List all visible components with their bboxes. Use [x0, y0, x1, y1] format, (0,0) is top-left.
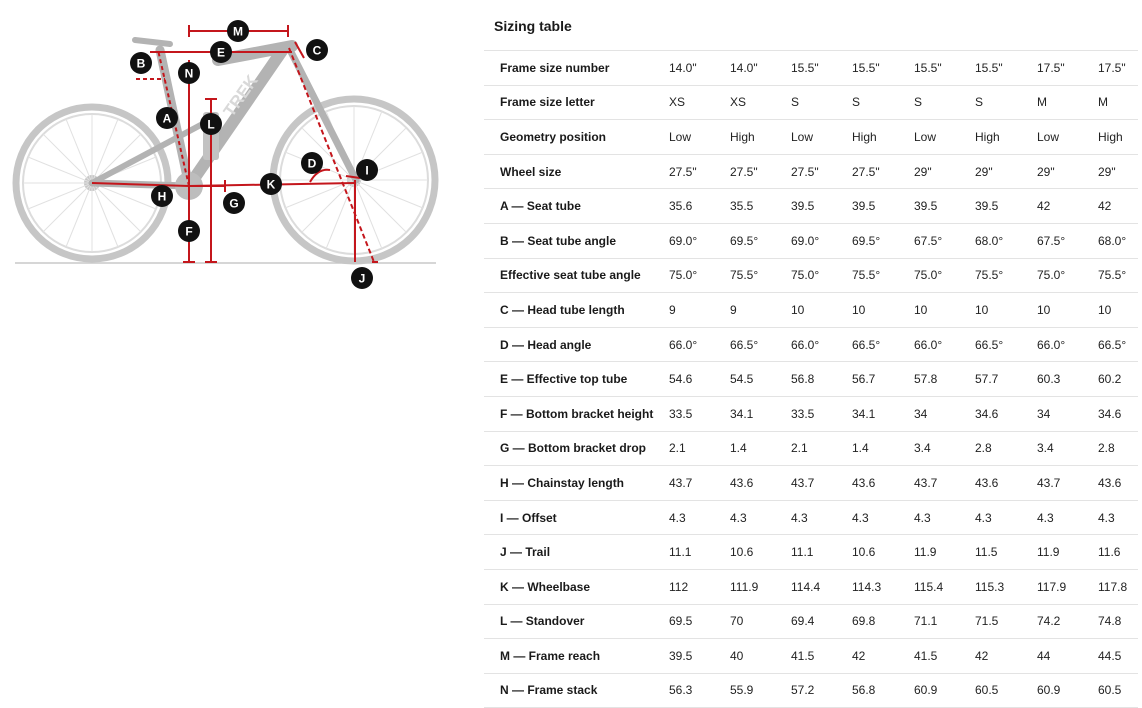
row-label: C — Head tube length — [484, 293, 664, 328]
marker-n — [178, 62, 200, 84]
marker-d — [301, 152, 323, 174]
table-cell: 11.9 — [909, 535, 970, 570]
table-cell: 43.6 — [725, 466, 786, 501]
table-cell: 71.5 — [970, 604, 1032, 639]
table-cell: 75.0° — [786, 258, 847, 293]
table-cell: 112 — [664, 569, 725, 604]
table-cell: 42 — [1093, 189, 1138, 224]
table-row — [484, 396, 1138, 431]
marker-g — [223, 192, 245, 214]
table-cell: 70 — [725, 604, 786, 639]
table-cell: 10 — [1093, 293, 1138, 328]
table-cell: 4.3 — [970, 500, 1032, 535]
table-cell: 11.9 — [1032, 535, 1093, 570]
table-cell: 74.2 — [1032, 604, 1093, 639]
table-row — [484, 154, 1138, 189]
table-cell: 41.5 — [909, 639, 970, 674]
table-cell: 117.9 — [1032, 569, 1093, 604]
table-cell: 14.0" — [725, 51, 786, 86]
table-row — [484, 362, 1138, 397]
table-cell: 15.5" — [847, 51, 909, 86]
table-cell: 74.8 — [1093, 604, 1138, 639]
row-label: L — Standover — [484, 604, 664, 639]
table-cell: Low — [786, 120, 847, 155]
table-cell: 10.6 — [725, 535, 786, 570]
table-row — [484, 120, 1138, 155]
table-cell: S — [909, 85, 970, 120]
table-cell: 29" — [909, 154, 970, 189]
table-cell: 60.2 — [1093, 362, 1138, 397]
table-cell: S — [847, 85, 909, 120]
table-cell: 75.5° — [970, 258, 1032, 293]
svg-text:C: C — [312, 43, 322, 58]
table-cell: 75.5° — [847, 258, 909, 293]
table-cell: 34 — [1032, 396, 1093, 431]
table-cell: 34.1 — [725, 396, 786, 431]
table-row — [484, 258, 1138, 293]
row-label: F — Bottom bracket height — [484, 396, 664, 431]
table-cell: 2.1 — [664, 431, 725, 466]
row-label: H — Chainstay length — [484, 466, 664, 501]
table-cell: 10 — [970, 293, 1032, 328]
svg-text:G: G — [229, 196, 239, 211]
svg-text:H: H — [157, 189, 167, 204]
table-cell: 115.4 — [909, 569, 970, 604]
table-cell: 3.4 — [1032, 431, 1093, 466]
table-cell: 2.8 — [1093, 431, 1138, 466]
table-cell: 66.0° — [664, 327, 725, 362]
table-cell: 75.0° — [664, 258, 725, 293]
table-cell: 39.5 — [970, 189, 1032, 224]
table-cell: M — [1093, 85, 1138, 120]
table-cell: 1.4 — [725, 431, 786, 466]
table-cell: 69.5° — [847, 223, 909, 258]
table-cell: 14.0" — [664, 51, 725, 86]
table-row — [484, 327, 1138, 362]
table-cell: 114.3 — [847, 569, 909, 604]
table-cell: 4.3 — [909, 500, 970, 535]
table-cell: 34.6 — [970, 396, 1032, 431]
bike-geometry-diagram — [0, 0, 450, 300]
table-cell: 33.5 — [786, 396, 847, 431]
table-cell: 68.0° — [970, 223, 1032, 258]
table-cell: 42 — [970, 639, 1032, 674]
table-cell: 55.9 — [725, 673, 786, 708]
row-label: J — Trail — [484, 535, 664, 570]
table-row — [484, 535, 1138, 570]
table-cell: 9 — [664, 293, 725, 328]
svg-text:B: B — [136, 56, 146, 71]
table-cell: 75.0° — [1032, 258, 1093, 293]
frame-brand-text: TREK — [219, 71, 262, 121]
table-cell: 40 — [725, 639, 786, 674]
table-cell: 29" — [970, 154, 1032, 189]
table-cell: 3.4 — [909, 431, 970, 466]
marker-e — [210, 41, 232, 63]
geometry-table — [484, 50, 1138, 708]
table-cell: 69.0° — [786, 223, 847, 258]
table-cell: 10.6 — [847, 535, 909, 570]
row-label: G — Bottom bracket drop — [484, 431, 664, 466]
table-cell: 69.0° — [664, 223, 725, 258]
table-cell: 4.3 — [786, 500, 847, 535]
marker-i — [356, 159, 378, 181]
table-cell: 44.5 — [1093, 639, 1138, 674]
row-label: D — Head angle — [484, 327, 664, 362]
table-cell: 60.5 — [1093, 673, 1138, 708]
table-cell: 67.5° — [1032, 223, 1093, 258]
row-label: K — Wheelbase — [484, 569, 664, 604]
svg-text:A: A — [162, 111, 172, 126]
table-cell: High — [725, 120, 786, 155]
table-cell: 117.8 — [1093, 569, 1138, 604]
table-cell: 27.5" — [725, 154, 786, 189]
table-cell: 4.3 — [725, 500, 786, 535]
table-cell: 56.8 — [786, 362, 847, 397]
svg-text:E: E — [216, 45, 226, 60]
table-cell: 10 — [909, 293, 970, 328]
table-cell: 75.5° — [1093, 258, 1138, 293]
table-cell: 75.0° — [909, 258, 970, 293]
table-cell: 66.0° — [1032, 327, 1093, 362]
table-cell: 39.5 — [664, 639, 725, 674]
table-cell: 39.5 — [909, 189, 970, 224]
table-cell: 29" — [1032, 154, 1093, 189]
table-cell: 10 — [786, 293, 847, 328]
table-cell: 115.3 — [970, 569, 1032, 604]
table-cell: 43.7 — [909, 466, 970, 501]
table-cell: 114.4 — [786, 569, 847, 604]
table-cell: 27.5" — [664, 154, 725, 189]
table-row — [484, 223, 1138, 258]
table-cell: 4.3 — [664, 500, 725, 535]
table-cell: 34 — [909, 396, 970, 431]
table-cell: 60.9 — [1032, 673, 1093, 708]
table-cell: 57.8 — [909, 362, 970, 397]
table-cell: 43.7 — [664, 466, 725, 501]
marker-h — [151, 185, 173, 207]
row-label: Geometry position — [484, 120, 664, 155]
table-cell: 43.7 — [1032, 466, 1093, 501]
table-cell: 66.5° — [725, 327, 786, 362]
table-cell: 2.1 — [786, 431, 847, 466]
svg-text:M: M — [233, 24, 243, 39]
table-row — [484, 604, 1138, 639]
table-cell: 54.6 — [664, 362, 725, 397]
table-cell: 66.0° — [786, 327, 847, 362]
table-cell: 44 — [1032, 639, 1093, 674]
table-cell: 60.9 — [909, 673, 970, 708]
table-cell: 66.5° — [970, 327, 1032, 362]
table-cell: 4.3 — [847, 500, 909, 535]
table-cell: 11.1 — [664, 535, 725, 570]
svg-text:N: N — [184, 66, 194, 81]
svg-text:I: I — [365, 163, 369, 178]
table-cell: 10 — [1032, 293, 1093, 328]
marker-b — [130, 52, 152, 74]
table-cell: 15.5" — [786, 51, 847, 86]
table-cell: 35.5 — [725, 189, 786, 224]
table-cell: 1.4 — [847, 431, 909, 466]
row-label: Frame size letter — [484, 85, 664, 120]
table-cell: XS — [664, 85, 725, 120]
table-cell: S — [970, 85, 1032, 120]
table-cell: 75.5° — [725, 258, 786, 293]
table-cell: 56.8 — [847, 673, 909, 708]
table-cell: 43.7 — [786, 466, 847, 501]
table-cell: 17.5" — [1093, 51, 1138, 86]
table-cell: 71.1 — [909, 604, 970, 639]
table-cell: Low — [909, 120, 970, 155]
table-cell: 69.4 — [786, 604, 847, 639]
table-cell: M — [1032, 85, 1093, 120]
geometry-table-body — [484, 51, 1138, 708]
table-cell: 43.6 — [970, 466, 1032, 501]
row-label: Frame size number — [484, 51, 664, 86]
table-cell: 111.9 — [725, 569, 786, 604]
table-cell: 57.2 — [786, 673, 847, 708]
table-cell: 56.7 — [847, 362, 909, 397]
marker-a — [156, 107, 178, 129]
svg-text:D: D — [307, 156, 317, 171]
table-cell: 2.8 — [970, 431, 1032, 466]
table-cell: 56.3 — [664, 673, 725, 708]
table-cell: 69.8 — [847, 604, 909, 639]
table-row — [484, 466, 1138, 501]
table-cell: 29" — [1093, 154, 1138, 189]
table-cell: 17.5" — [1032, 51, 1093, 86]
table-cell: 69.5° — [725, 223, 786, 258]
table-cell: 10 — [847, 293, 909, 328]
table-cell: 68.0° — [1093, 223, 1138, 258]
table-cell: 9 — [725, 293, 786, 328]
row-label: Wheel size — [484, 154, 664, 189]
svg-text:F: F — [185, 224, 193, 239]
row-label: I — Offset — [484, 500, 664, 535]
table-cell: 42 — [847, 639, 909, 674]
table-cell: 67.5° — [909, 223, 970, 258]
table-cell: 60.3 — [1032, 362, 1093, 397]
table-cell: 66.5° — [847, 327, 909, 362]
table-cell: 41.5 — [786, 639, 847, 674]
table-cell: 69.5 — [664, 604, 725, 639]
table-cell: 39.5 — [786, 189, 847, 224]
table-cell: 15.5" — [970, 51, 1032, 86]
svg-text:K: K — [266, 177, 276, 192]
marker-k — [260, 173, 282, 195]
table-cell: Low — [664, 120, 725, 155]
marker-j — [351, 267, 373, 289]
table-cell: 57.7 — [970, 362, 1032, 397]
table-cell: 27.5" — [786, 154, 847, 189]
marker-l — [200, 113, 222, 135]
marker-f — [178, 220, 200, 242]
table-row — [484, 85, 1138, 120]
svg-text:L: L — [207, 117, 215, 132]
row-label: N — Frame stack — [484, 673, 664, 708]
table-cell: High — [1093, 120, 1138, 155]
table-cell: 11.1 — [786, 535, 847, 570]
table-row — [484, 569, 1138, 604]
table-cell: 66.5° — [1093, 327, 1138, 362]
sizing-table-title: Sizing table — [494, 18, 572, 34]
table-cell: 27.5" — [847, 154, 909, 189]
row-label: E — Effective top tube — [484, 362, 664, 397]
table-cell: XS — [725, 85, 786, 120]
table-row — [484, 639, 1138, 674]
table-row — [484, 431, 1138, 466]
table-cell: 34.6 — [1093, 396, 1138, 431]
svg-text:J: J — [358, 271, 366, 286]
table-cell: Low — [1032, 120, 1093, 155]
table-cell: High — [970, 120, 1032, 155]
table-cell: 60.5 — [970, 673, 1032, 708]
table-row — [484, 51, 1138, 86]
table-cell: 4.3 — [1032, 500, 1093, 535]
row-label: A — Seat tube — [484, 189, 664, 224]
table-cell: 66.0° — [909, 327, 970, 362]
table-cell: S — [786, 85, 847, 120]
table-row — [484, 673, 1138, 708]
table-row — [484, 500, 1138, 535]
table-cell: 42 — [1032, 189, 1093, 224]
table-cell: 4.3 — [1093, 500, 1138, 535]
table-cell: 11.6 — [1093, 535, 1138, 570]
table-cell: 15.5" — [909, 51, 970, 86]
row-label: Effective seat tube angle — [484, 258, 664, 293]
table-row — [484, 189, 1138, 224]
table-cell: High — [847, 120, 909, 155]
row-label: M — Frame reach — [484, 639, 664, 674]
table-cell: 54.5 — [725, 362, 786, 397]
table-cell: 43.6 — [847, 466, 909, 501]
table-cell: 39.5 — [847, 189, 909, 224]
table-cell: 33.5 — [664, 396, 725, 431]
table-cell: 34.1 — [847, 396, 909, 431]
table-cell: 43.6 — [1093, 466, 1138, 501]
marker-c — [306, 39, 328, 61]
table-row — [484, 293, 1138, 328]
table-cell: 35.6 — [664, 189, 725, 224]
marker-m — [227, 20, 249, 42]
table-cell: 11.5 — [970, 535, 1032, 570]
row-label: B — Seat tube angle — [484, 223, 664, 258]
